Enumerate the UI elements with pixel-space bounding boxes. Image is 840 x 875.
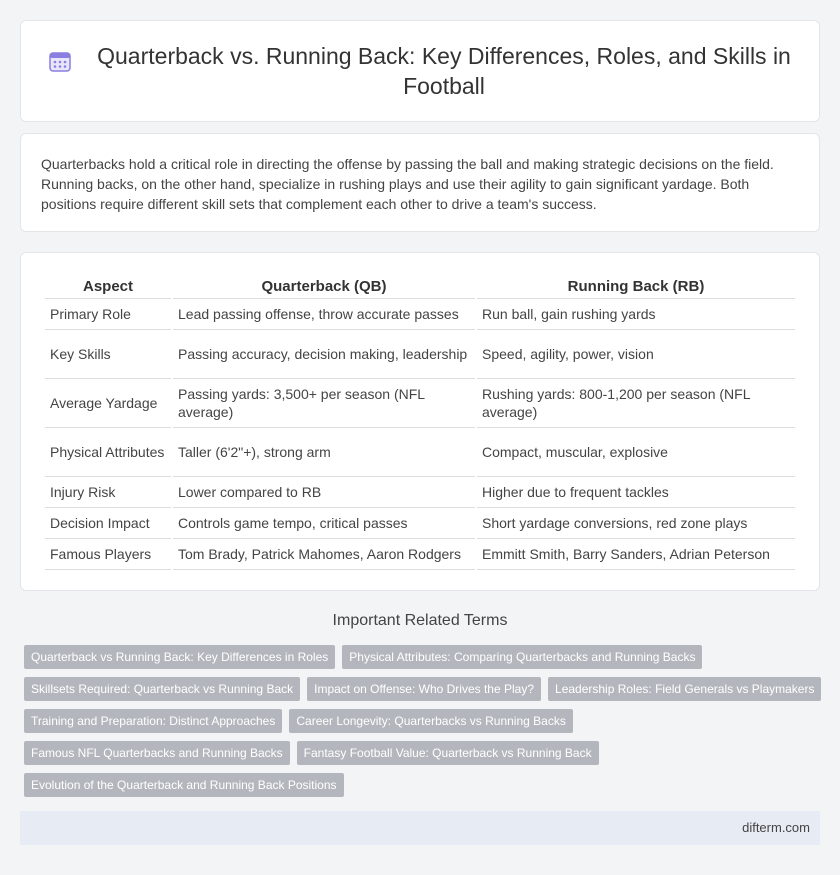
comparison-table-card	[20, 252, 820, 591]
row-qb: Lead passing offense, throw accurate passes	[173, 299, 475, 330]
row-rb: Higher due to frequent tackles	[477, 477, 795, 508]
table-row	[45, 539, 795, 570]
row-qb: Controls game tempo, critical passes	[173, 508, 475, 539]
tag-row	[24, 741, 824, 765]
row-rb: Short yardage conversions, red zone plays	[477, 508, 795, 539]
table-row	[45, 508, 795, 539]
page-title: Quarterback vs. Running Back: Key Differences, Roles, and Skills in Football	[97, 43, 791, 99]
footer	[20, 811, 820, 845]
intro-text: Quarterbacks hold a critical role in directing the offense by passing the ball and making strategic decisions on the field. Running backs, on the other hand, specialize in rushing plays and use their agility to gain significant yardage. Both positions require different skill sets that complement each other to drive a team's success.	[41, 156, 774, 212]
header-card	[20, 20, 820, 122]
row-aspect: Key Skills	[45, 330, 171, 379]
related-term-link[interactable]: Impact on Offense: Who Drives the Play?	[307, 677, 541, 701]
related-term-link[interactable]: Leadership Roles: Field Generals vs Playmakers	[548, 677, 821, 701]
related-term-link[interactable]: Famous NFL Quarterbacks and Running Backs	[24, 741, 290, 765]
row-aspect: Primary Role	[45, 299, 171, 330]
table-row	[45, 330, 795, 379]
calendar-icon	[48, 49, 72, 78]
header-aspect: Aspect	[45, 273, 171, 299]
header-quarterback: Quarterback (QB)	[173, 273, 475, 299]
row-qb: Tom Brady, Patrick Mahomes, Aaron Rodgers	[173, 539, 475, 570]
comparison-table	[43, 273, 797, 570]
row-rb: Emmitt Smith, Barry Sanders, Adrian Peterson	[477, 539, 795, 570]
tag-row	[24, 677, 824, 701]
tag-row	[24, 773, 824, 797]
row-qb: Taller (6'2"+), strong arm	[173, 428, 475, 477]
row-qb: Passing yards: 3,500+ per season (NFL average)	[173, 379, 475, 428]
related-terms-list	[24, 645, 824, 805]
header-running-back: Running Back (RB)	[477, 273, 795, 299]
related-term-link[interactable]: Training and Preparation: Distinct Approaches	[24, 709, 282, 733]
tag-row	[24, 709, 824, 733]
row-rb: Compact, muscular, explosive	[477, 428, 795, 477]
related-term-link[interactable]: Fantasy Football Value: Quarterback vs Running Back	[297, 741, 599, 765]
row-rb: Speed, agility, power, vision	[477, 330, 795, 379]
footer-site-link[interactable]: difterm.com	[742, 820, 810, 835]
table-row	[45, 379, 795, 428]
intro-card	[20, 133, 820, 232]
related-term-link[interactable]: Physical Attributes: Comparing Quarterbacks and Running Backs	[342, 645, 702, 669]
table-header-row	[45, 273, 795, 299]
related-term-link[interactable]: Quarterback vs Running Back: Key Differences in Roles	[24, 645, 335, 669]
related-term-link[interactable]: Skillsets Required: Quarterback vs Running Back	[24, 677, 300, 701]
row-aspect: Average Yardage	[45, 379, 171, 428]
row-aspect: Famous Players	[45, 539, 171, 570]
row-qb: Lower compared to RB	[173, 477, 475, 508]
row-qb: Passing accuracy, decision making, leadership	[173, 330, 475, 379]
row-aspect: Injury Risk	[45, 477, 171, 508]
row-rb: Run ball, gain rushing yards	[477, 299, 795, 330]
tag-row	[24, 645, 824, 669]
related-term-link[interactable]: Evolution of the Quarterback and Running Back Positions	[24, 773, 344, 797]
related-term-link[interactable]: Career Longevity: Quarterbacks vs Running Backs	[289, 709, 572, 733]
row-aspect: Physical Attributes	[45, 428, 171, 477]
table-row	[45, 428, 795, 477]
table-row	[45, 299, 795, 330]
related-terms-title: Important Related Terms	[332, 612, 508, 629]
row-rb: Rushing yards: 800-1,200 per season (NFL average)	[477, 379, 795, 428]
row-aspect: Decision Impact	[45, 508, 171, 539]
table-row	[45, 477, 795, 508]
